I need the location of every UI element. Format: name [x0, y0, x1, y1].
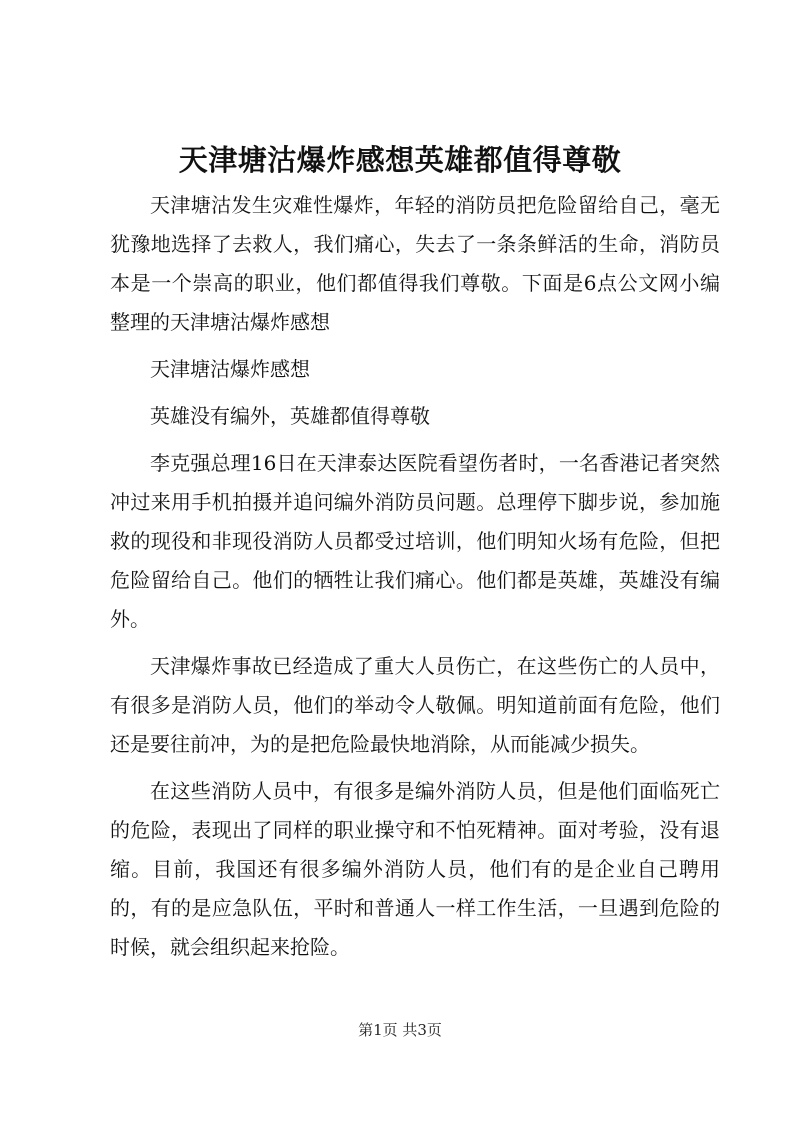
paragraph-casualties: 天津爆炸事故已经造成了重大人员伤亡，在这些伤亡的人员中，有很多是消防人员，他们的举动令人敬佩。明知道前面有危险，他们还是要往前冲，为的是把危险最快地消除，从而能减少损失。 [110, 654, 720, 756]
paragraph-intro: 天津塘沽发生灾难性爆炸，年轻的消防员把危险留给自己，毫无犹豫地选择了去救人，我们痛心，失去了一条条鲜活的生命，消防员本是一个崇高的职业，他们都值得我们尊敬。下面是6点公文网小编整理的天津塘沽爆炸感想 [110, 193, 720, 334]
document-title: 天津塘沽爆炸感想英雄都值得尊敬 [178, 143, 622, 177]
page-number: 第1页 共3页 [358, 1021, 442, 1039]
document-body [110, 186, 720, 967]
paragraph-heading: 英雄没有编外，英雄都值得尊敬 [150, 404, 430, 428]
paragraph-contract-firefighters: 在这些消防人员中，有很多是编外消防人员，但是他们面临死亡的危险，表现出了同样的职业操守和不怕死精神。面对考验，没有退缩。目前，我国还有很多编外消防人员，他们有的是企业自己聘用的，有的是应急队伍，平时和普通人一样工作生活，一旦遇到危险的时候，就会组织起来抢险。 [110, 779, 720, 959]
paragraph-premier: 李克强总理16日在天津泰达医院看望伤者时，一名香港记者突然冲过来用手机拍摄并追问编外消防员问题。总理停下脚步说，参加施救的现役和非现役消防人员都受过培训，他们明知火场有危险，但把危险留给自己。他们的牺牲让我们痛心。他们都是英雄，英雄没有编外。 [110, 451, 720, 631]
paragraph-subtitle: 天津塘沽爆炸感想 [150, 357, 310, 381]
